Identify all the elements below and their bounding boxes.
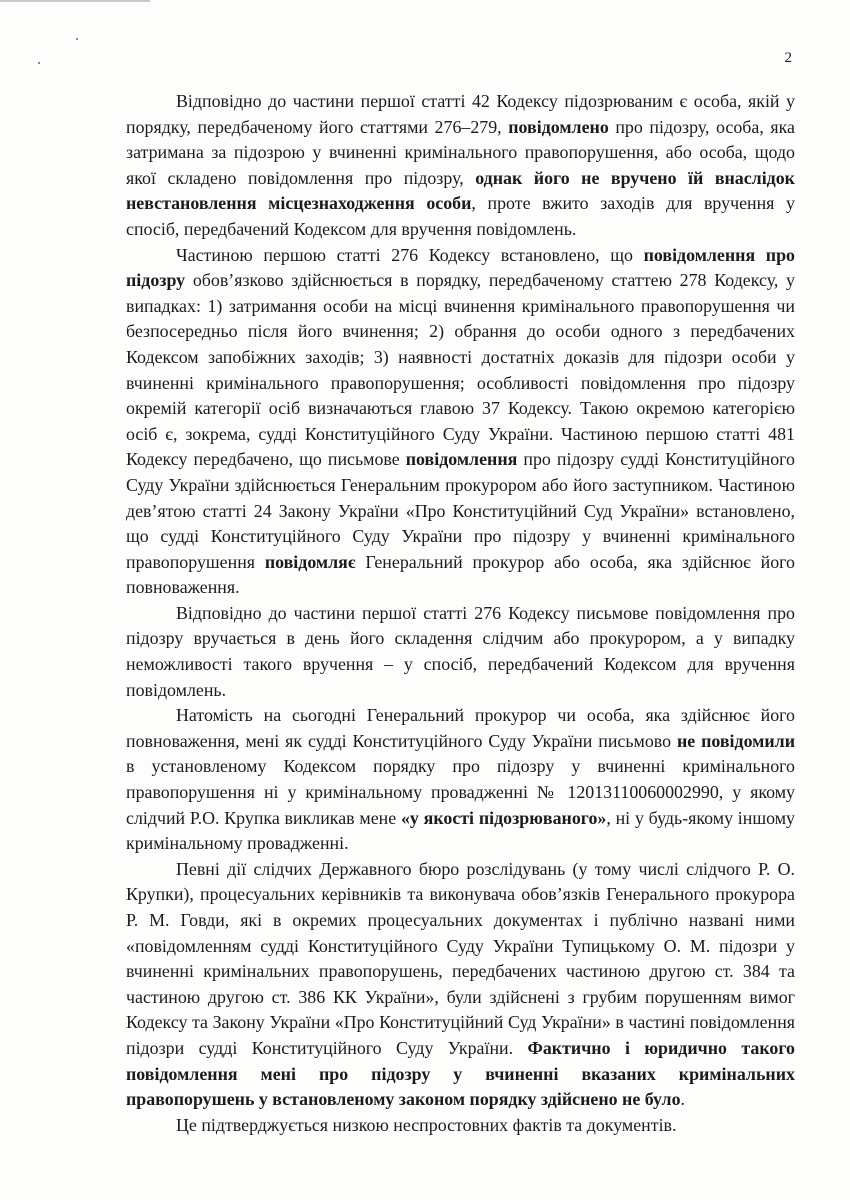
bold-text: повідомляє — [264, 551, 356, 572]
paragraph — [126, 243, 795, 601]
text-run: Відповідно до частини першої статті 276 Кодексу письмове повідомлення про підозру вручається в день його складення слідчим або прокурором, а у випадку неможливості такого вручення – у спосіб, передбачений Кодексом для вручення повідомлень. — [126, 602, 795, 700]
text-run: Відповідно до частини першої статті 42 Кодексу підозрюваним є особа, якій у порядку, передбаченому його статтями 276–279, — [126, 91, 795, 137]
bold-text: не повідомили — [676, 730, 796, 751]
text-run: Певні дії слідчих Державного бюро розслідувань (у тому числі слідчого Р. О. Крупки), процесуальних керівників та виконувача обов’язків Генерального прокурора Р. М. Говди, які в окремих процесуальних документах і публічно названі ними «повідомленням судді Конституційного Суду України Тупицькому О. М. підозри у вчиненні кримінальних правопорушень, передбачених частиною другою ст. 384 та частиною другою ст. 386 КК України», були здійснені з грубим порушенням вимог Кодексу та Закону України «Про Конституційний Суд України» в частині повідомлення підозри судді Конституційного Суду України. — [126, 858, 795, 1058]
paragraph — [126, 1113, 795, 1139]
bold-text: «у якості підозрюваного» — [400, 807, 607, 828]
text-run: . — [680, 1089, 685, 1110]
text-run: в установленому Кодексом порядку про підозру у вчиненні кримінального правопорушення ні у кримінальному провадженні № 12013110060002990, у якому слідчий Р.О. Крупка викликав мене — [126, 756, 795, 828]
text-run: , проте вжито заходів для вручення у спосіб, передбачений Кодексом для вручення повідомлень. — [126, 193, 795, 239]
text-run: Це підтверджується низкою неспростовних фактів та документів. — [176, 1114, 677, 1135]
scan-dot — [38, 62, 40, 64]
paragraph — [126, 89, 795, 243]
bold-text: однак його не вручено їй внаслідок невстановлення місцезнаходження особи — [126, 167, 795, 214]
text-run: Генеральний прокурор або особа, яка здійснює його повноваження. — [126, 551, 795, 598]
document-body — [126, 89, 795, 1138]
bold-text: повідомлення про підозру — [126, 244, 795, 291]
paragraph — [126, 703, 795, 857]
bold-text: повідомлення — [405, 449, 518, 470]
paragraph — [126, 601, 795, 703]
text-run: про підозру судді Конституційного Суду України здійснюється Генеральним прокурором або його заступником. Частиною дев’ятою статті 24 Закону України «Про Конституційний Суд України» встановлено, що судді Конституційного Суду України про підозру у вчиненні кримінального правопорушення — [126, 449, 795, 572]
text-run: , ні у будь-якому іншому кримінальному провадженні. — [126, 807, 796, 854]
page-number: 2 — [784, 50, 792, 66]
text-run: про підозру, особа, яка затримана за підозрою у вчиненні кримінального правопорушення, або особа, щодо якої складено повідомлення про підозру, — [126, 116, 795, 188]
scan-edge-mark — [0, 0, 150, 2]
text-run: Частиною першою статті 276 Кодексу встановлено, що — [176, 244, 644, 265]
bold-text: повідомлено — [508, 116, 609, 137]
text-run: обов’язково здійснюється в порядку, передбаченому статтею 278 Кодексу, у випадках: 1) затримання особи на місці вчинення кримінального правопорушення чи безпосередньо після його вчинення; 2) обрання до особи одного з передбачених Кодексом запобіжних заходів; 3) наявності достатніх доказів для підозри особи у вчиненні кримінального правопорушення; особливості повідомлення про підозру окремій категорії осіб визначаються главою 37 Кодексу. Такою окремою категорією осіб є, зокрема, судді Конституційного Суду України. Частиною першою статті 481 Кодексу передбачено, що письмове — [126, 270, 795, 470]
bold-text: Фактично і юридично такого повідомлення мені про підозру у вчиненні вказаних кримінальних правопорушень у встановленому законом порядку здійснено не було — [126, 1037, 795, 1110]
scan-dot — [76, 38, 78, 40]
text-run: Натомість на сьогодні Генеральний прокурор чи особа, яка здійснює його повноваження, мені як судді Конституційного Суду України письмово — [126, 705, 795, 751]
paragraph — [126, 857, 795, 1113]
